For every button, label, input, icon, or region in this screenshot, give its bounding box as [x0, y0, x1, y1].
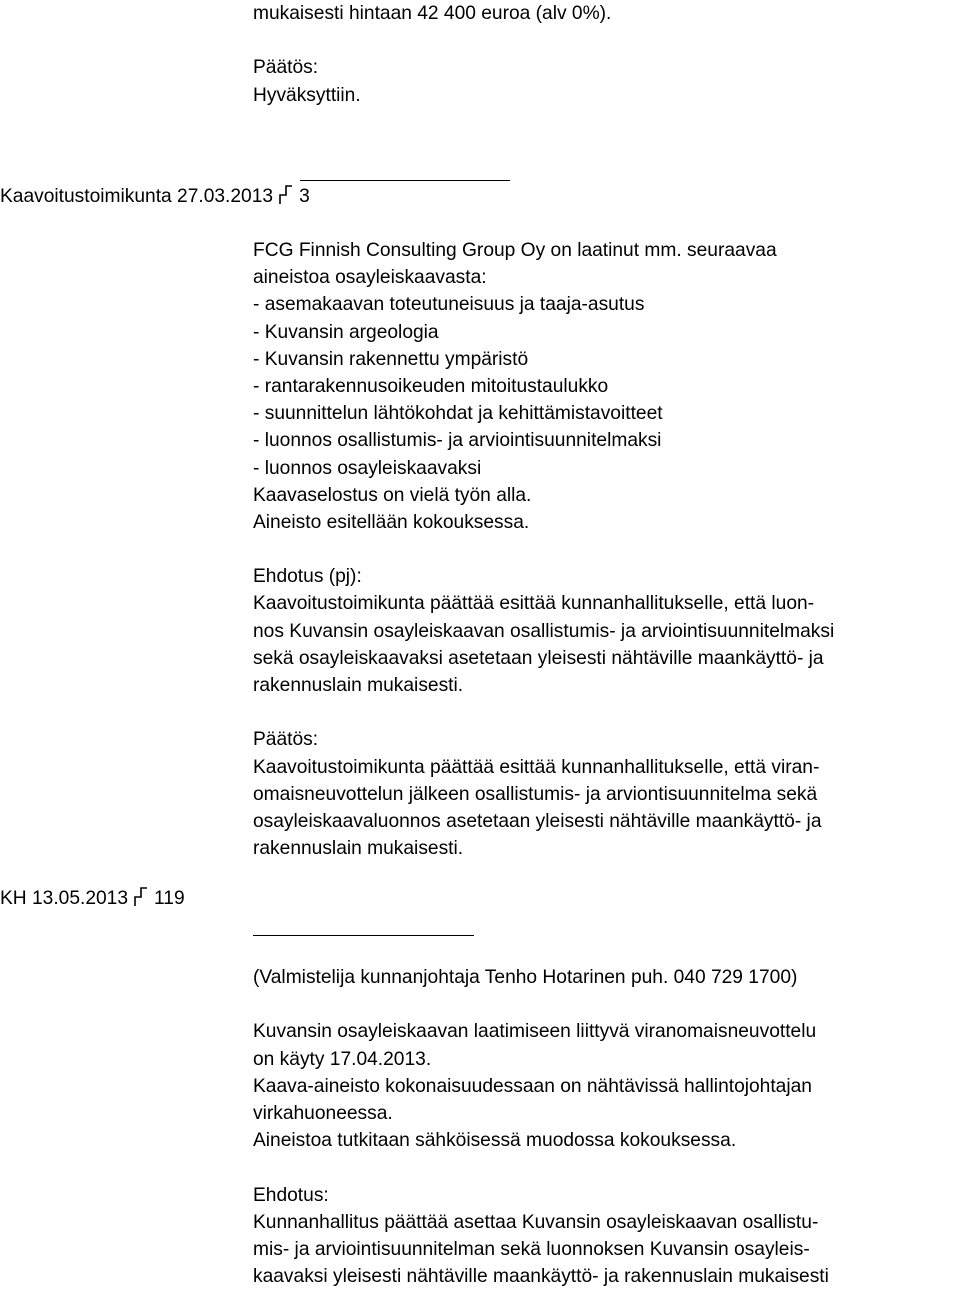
decision-line: rakennuslain mukaisesti. — [253, 838, 464, 860]
text-line: Kaavaselostus on vielä työn alla. — [253, 484, 532, 506]
decision-text: Hyväksyttiin. — [253, 84, 361, 106]
decision-label: Päätös: — [253, 57, 319, 79]
spacer — [253, 536, 834, 563]
section-ref-kaavoitustoimikunta — [0, 183, 310, 210]
section1-body — [253, 237, 834, 862]
proposal-line: Kunnanhallitus päättää asettaa Kuvansin osayleiskaavan osallistu- — [253, 1211, 819, 1233]
top-block — [253, 0, 611, 109]
list-item: - luonnos osallistumis- ja arviointisuunnitelmaksi — [253, 430, 662, 452]
spacer — [253, 1154, 829, 1181]
proposal-line: kaavaksi yleisesti nähtäville maankäyttö- ja rakennuslain mukaisesti — [253, 1266, 829, 1288]
spacer — [253, 699, 834, 726]
section-ref-text: Kaavoitustoimikunta 27.03.2013 — [0, 186, 274, 207]
decision-line: osayleiskaavaluonnos asetetaan yleisesti nähtäville maankäyttö- ja — [253, 810, 822, 832]
paragraph-step-icon — [134, 887, 148, 907]
proposal-line: rakennuslain mukaisesti. — [253, 675, 464, 696]
spacer — [253, 27, 611, 54]
text-line: aineistoa osayleiskaavasta: — [253, 267, 487, 289]
section-ref-kh — [0, 885, 185, 912]
separator-rule — [253, 935, 474, 936]
list-item: - rantarakennusoikeuden mitoitustaulukko — [253, 375, 609, 397]
paragraph-step-icon — [279, 185, 293, 205]
separator-rule — [300, 180, 510, 181]
proposal-label: Ehdotus (pj): — [253, 566, 362, 588]
proposal-line: mis- ja arviointisuunnitelman sekä luonnoksen Kuvansin osayleis- — [253, 1238, 810, 1260]
list-item: - Kuvansin rakennettu ympäristö — [253, 348, 529, 370]
preparer-line: (Valmistelija kunnanjohtaja Tenho Hotarinen puh. 040 729 1700) — [253, 967, 798, 988]
proposal-label: Ehdotus: — [253, 1184, 329, 1206]
section-ref-number: 3 — [299, 186, 310, 207]
text-line: Aineisto esitellään kokouksessa. — [253, 511, 530, 533]
section2-body — [253, 964, 829, 1290]
text-line: mukaisesti hintaan 42 400 euroa (alv 0%). — [253, 3, 612, 24]
decision-label: Päätös: — [253, 729, 319, 751]
list-item: - luonnos osayleiskaavaksi — [253, 457, 482, 479]
text-line: FCG Finnish Consulting Group Oy on laatinut mm. seuraavaa — [253, 240, 777, 261]
list-item: - asemakaavan toteutuneisuus ja taaja-asutus — [253, 294, 645, 316]
list-item: - suunnittelun lähtökohdat ja kehittämistavoitteet — [253, 403, 663, 425]
section-ref-text: KH 13.05.2013 — [0, 888, 129, 909]
spacer — [253, 991, 829, 1018]
list-item: - Kuvansin argeologia — [253, 321, 439, 343]
section-ref-number: 119 — [154, 888, 185, 909]
text-line: virkahuoneessa. — [253, 1102, 393, 1124]
proposal-line: Kaavoitustoimikunta päättää esittää kunnanhallitukselle, että luon- — [253, 593, 815, 615]
proposal-line: sekä osayleiskaavaksi asetetaan yleisesti nähtäville maankäyttö- ja — [253, 647, 824, 669]
text-line: Kaava-aineisto kokonaisuudessaan on nähtävissä hallintojohtajan — [253, 1075, 812, 1097]
text-line: Kuvansin osayleiskaavan laatimiseen liittyvä viranomaisneuvottelu — [253, 1021, 817, 1043]
text-line: Aineistoa tutkitaan sähköisessä muodossa kokouksessa. — [253, 1130, 737, 1152]
decision-line: Kaavoitustoimikunta päättää esittää kunnanhallitukselle, että viran- — [253, 756, 820, 778]
decision-line: omaisneuvottelun jälkeen osallistumis- ja arviontisuunnitelma sekä — [253, 783, 818, 805]
text-line: on käyty 17.04.2013. — [253, 1048, 432, 1070]
proposal-line: nos Kuvansin osayleiskaavan osallistumis- ja arviointisuunnitelmaksi — [253, 620, 835, 642]
